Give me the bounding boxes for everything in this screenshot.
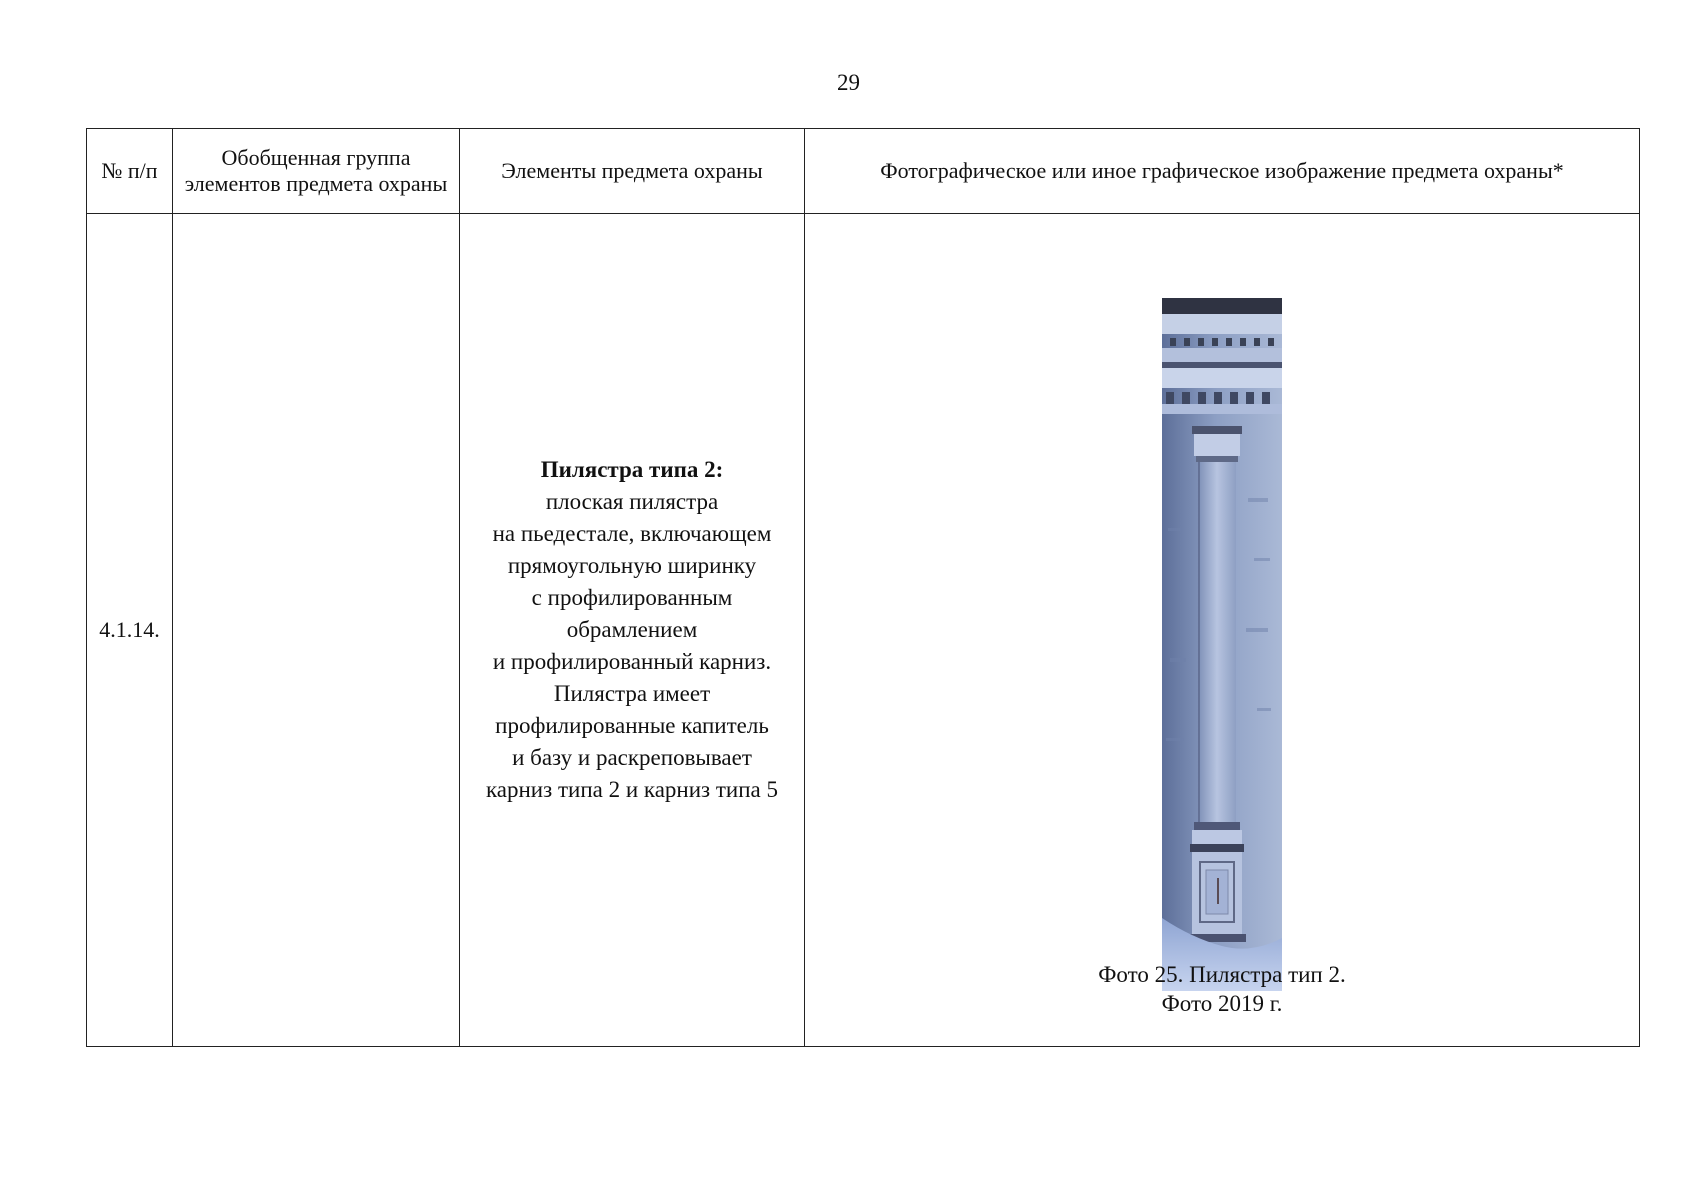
photo-caption-line: Фото 25. Пилястра тип 2.	[1098, 962, 1346, 987]
row-photo-cell	[805, 214, 1640, 1047]
element-line: Пилястра имеет	[553, 681, 711, 706]
table-row	[87, 214, 1640, 1047]
element-line: плоская пилястра	[545, 489, 719, 514]
page-number: 29	[837, 70, 860, 95]
header-elements	[460, 129, 805, 214]
row-group-cell	[173, 214, 460, 1047]
header-image-label: Фотографическое или иное графическое изображение предмета охраны*	[880, 158, 1564, 183]
element-title: Пилястра типа 2:	[540, 457, 724, 482]
header-elements-label: Элементы предмета охраны	[501, 158, 763, 183]
element-line: карниз типа 2 и карниз типа 5	[485, 777, 779, 802]
row-elements-cell	[460, 214, 805, 1047]
element-line: с профилированным	[531, 585, 733, 610]
pilaster-photo	[1162, 298, 1282, 991]
table-header-row	[87, 129, 1640, 214]
element-description	[466, 454, 798, 806]
header-group	[173, 129, 460, 214]
element-line: и базу и раскреповывает	[512, 745, 752, 770]
header-number	[87, 129, 173, 214]
photo-caption-line: Фото 2019 г.	[1161, 991, 1283, 1016]
element-line: прямоугольную ширинку	[507, 553, 757, 578]
row-number: 4.1.14.	[99, 617, 160, 642]
row-number-cell	[87, 214, 173, 1047]
element-line: профилированные капитель	[495, 713, 769, 738]
header-group-label: Обобщенная группа элементов предмета охраны	[184, 145, 448, 196]
protection-items-table	[86, 128, 1640, 1047]
element-line: и профилированный карниз.	[492, 649, 772, 674]
element-line: на пьедестале, включающем	[492, 521, 772, 546]
header-image	[805, 129, 1640, 214]
element-line: обрамлением	[566, 617, 698, 642]
photo-caption	[805, 960, 1639, 1018]
header-number-label: № п/п	[101, 158, 158, 183]
